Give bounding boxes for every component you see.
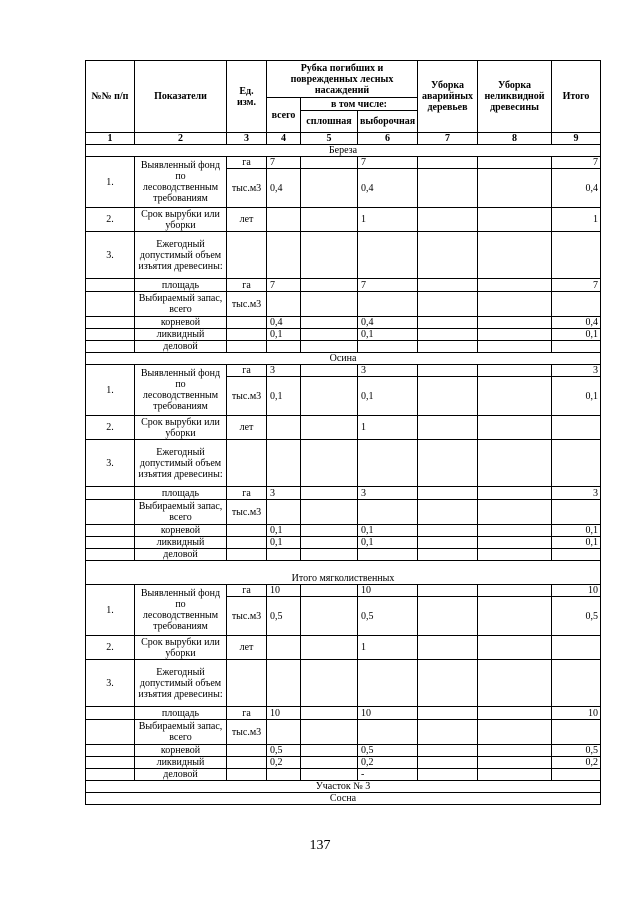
value-cell: 3 xyxy=(358,365,418,377)
value-cell xyxy=(418,341,478,353)
empty-cell xyxy=(86,487,135,500)
found-row-ha xyxy=(86,585,601,597)
empty-cell xyxy=(86,292,135,317)
value-cell xyxy=(478,720,552,745)
value-cell xyxy=(478,487,552,500)
value-cell xyxy=(301,720,358,745)
row-number: 3. xyxy=(86,660,135,707)
value-cell: 0,2 xyxy=(552,757,601,769)
root-row xyxy=(86,317,601,329)
species-header-title: Сосна xyxy=(86,793,601,805)
value-cell xyxy=(478,292,552,317)
unit-cell: тыс.м3 xyxy=(227,169,267,208)
area-label: площадь xyxy=(135,707,227,720)
value-cell: 0,1 xyxy=(552,377,601,416)
section-header xyxy=(86,145,601,157)
value-cell: 3 xyxy=(552,487,601,500)
value-cell xyxy=(418,585,478,597)
value-cell: 0,4 xyxy=(552,317,601,329)
value-cell: 0,5 xyxy=(552,597,601,636)
value-cell: - xyxy=(358,769,418,781)
empty-cell xyxy=(478,232,552,279)
empty-cell xyxy=(86,745,135,757)
value-cell xyxy=(301,377,358,416)
empty-cell xyxy=(86,500,135,525)
empty-cell xyxy=(358,232,418,279)
empty-cell xyxy=(86,769,135,781)
value-cell: 3 xyxy=(358,487,418,500)
annual-row xyxy=(86,660,601,707)
empty-cell xyxy=(86,720,135,745)
unit-cell xyxy=(227,757,267,769)
value-cell xyxy=(358,549,418,561)
value-cell xyxy=(301,317,358,329)
empty-cell xyxy=(418,440,478,487)
value-cell xyxy=(301,537,358,549)
value-cell: 0,5 xyxy=(358,745,418,757)
value-cell xyxy=(267,549,301,561)
header-number: №№ п/п xyxy=(86,61,135,133)
value-cell xyxy=(418,329,478,341)
value-cell xyxy=(478,525,552,537)
value-cell xyxy=(478,757,552,769)
root-label: корневой xyxy=(135,745,227,757)
value-cell: 7 xyxy=(552,279,601,292)
value-cell xyxy=(552,292,601,317)
liquid-row xyxy=(86,757,601,769)
value-cell xyxy=(267,720,301,745)
value-cell: 0,4 xyxy=(552,169,601,208)
value-cell xyxy=(301,208,358,232)
value-cell: 0,5 xyxy=(552,745,601,757)
empty-cell xyxy=(301,232,358,279)
value-cell: 7 xyxy=(358,279,418,292)
column-number: 4 xyxy=(267,133,301,145)
empty-cell xyxy=(552,440,601,487)
header-emergency-trees: Уборка аварийных деревьев xyxy=(418,61,478,133)
value-cell xyxy=(301,636,358,660)
value-cell: 1 xyxy=(358,636,418,660)
value-cell xyxy=(418,707,478,720)
header-selective: выборочная xyxy=(358,111,418,133)
value-cell: 0,1 xyxy=(358,329,418,341)
value-cell: 0,1 xyxy=(267,525,301,537)
liquid-label: ликвидный xyxy=(135,757,227,769)
empty-cell xyxy=(86,279,135,292)
annual-label: Ежегодный допустимый объем изъятия древесины: xyxy=(135,232,227,279)
value-cell xyxy=(418,636,478,660)
unit-cell xyxy=(227,745,267,757)
value-cell: 7 xyxy=(267,279,301,292)
value-cell xyxy=(418,597,478,636)
value-cell xyxy=(301,365,358,377)
value-cell xyxy=(478,416,552,440)
value-cell xyxy=(418,169,478,208)
area-row xyxy=(86,279,601,292)
value-cell: 1 xyxy=(358,208,418,232)
unit-cell: га xyxy=(227,365,267,377)
value-cell xyxy=(301,500,358,525)
root-row xyxy=(86,745,601,757)
value-cell xyxy=(267,292,301,317)
value-cell: 0,4 xyxy=(358,169,418,208)
value-cell xyxy=(418,377,478,416)
area-label: площадь xyxy=(135,487,227,500)
stock-label: Выбираемый запас, всего xyxy=(135,292,227,317)
empty-cell xyxy=(86,317,135,329)
value-cell xyxy=(478,341,552,353)
unit-cell xyxy=(227,549,267,561)
value-cell xyxy=(301,341,358,353)
value-cell xyxy=(478,597,552,636)
value-cell: 1 xyxy=(552,208,601,232)
column-number: 7 xyxy=(418,133,478,145)
value-cell xyxy=(478,317,552,329)
liquid-row xyxy=(86,329,601,341)
term-row xyxy=(86,416,601,440)
liquid-label: ликвидный xyxy=(135,537,227,549)
empty-cell xyxy=(86,329,135,341)
value-cell xyxy=(418,292,478,317)
value-cell: 0,1 xyxy=(358,537,418,549)
empty-cell xyxy=(227,660,267,707)
empty-cell xyxy=(358,440,418,487)
row-number: 1. xyxy=(86,585,135,636)
value-cell: 10 xyxy=(267,707,301,720)
empty-cell xyxy=(478,660,552,707)
value-cell: 0,1 xyxy=(267,377,301,416)
header-felling-group: Рубка погибших и поврежденных лесных насаждений xyxy=(267,61,418,98)
unit-cell: лет xyxy=(227,208,267,232)
area-row xyxy=(86,707,601,720)
value-cell xyxy=(418,487,478,500)
value-cell: 10 xyxy=(267,585,301,597)
found-label: Выявленный фонд по лесоводственным требованиям xyxy=(135,365,227,416)
column-number: 2 xyxy=(135,133,227,145)
value-cell xyxy=(418,317,478,329)
unit-cell xyxy=(227,329,267,341)
value-cell: 0,2 xyxy=(358,757,418,769)
value-cell xyxy=(418,745,478,757)
empty-cell xyxy=(552,660,601,707)
value-cell xyxy=(358,292,418,317)
value-cell: 7 xyxy=(358,157,418,169)
empty-cell xyxy=(418,660,478,707)
empty-cell xyxy=(227,440,267,487)
value-cell: 0,4 xyxy=(267,169,301,208)
unit-cell: лет xyxy=(227,416,267,440)
stock-row xyxy=(86,720,601,745)
value-cell xyxy=(301,757,358,769)
liquid-row xyxy=(86,537,601,549)
business-label: деловой xyxy=(135,549,227,561)
value-cell xyxy=(418,208,478,232)
empty-cell xyxy=(267,440,301,487)
value-cell xyxy=(301,157,358,169)
page-number: 137 xyxy=(309,838,331,853)
header-solid: сплошная xyxy=(301,111,358,133)
business-row xyxy=(86,549,601,561)
value-cell: 1 xyxy=(358,416,418,440)
term-row xyxy=(86,636,601,660)
annual-label: Ежегодный допустимый объем изъятия древесины: xyxy=(135,660,227,707)
term-label: Срок вырубки или уборки xyxy=(135,416,227,440)
value-cell xyxy=(301,745,358,757)
header-indicators: Показатели xyxy=(135,61,227,133)
column-number: 5 xyxy=(301,133,358,145)
value-cell xyxy=(418,537,478,549)
value-cell xyxy=(478,745,552,757)
empty-cell xyxy=(227,232,267,279)
area-row xyxy=(86,487,601,500)
unit-cell: га xyxy=(227,585,267,597)
unit-cell: га xyxy=(227,279,267,292)
unit-cell xyxy=(227,525,267,537)
value-cell xyxy=(301,329,358,341)
value-cell xyxy=(301,292,358,317)
stock-row xyxy=(86,292,601,317)
annual-label: Ежегодный допустимый объем изъятия древесины: xyxy=(135,440,227,487)
value-cell xyxy=(301,525,358,537)
empty-cell xyxy=(86,525,135,537)
empty-cell xyxy=(552,232,601,279)
value-cell xyxy=(552,769,601,781)
unit-cell: тыс.м3 xyxy=(227,292,267,317)
value-cell: 0,1 xyxy=(267,537,301,549)
empty-cell xyxy=(86,341,135,353)
stock-row xyxy=(86,500,601,525)
column-number: 6 xyxy=(358,133,418,145)
empty-cell xyxy=(267,660,301,707)
found-label: Выявленный фонд по лесоводственным требованиям xyxy=(135,157,227,208)
unit-cell: лет xyxy=(227,636,267,660)
value-cell: 7 xyxy=(267,157,301,169)
found-label: Выявленный фонд по лесоводственным требованиям xyxy=(135,585,227,636)
empty-cell xyxy=(86,707,135,720)
value-cell xyxy=(478,636,552,660)
term-label: Срок вырубки или уборки xyxy=(135,636,227,660)
value-cell xyxy=(418,365,478,377)
empty-cell xyxy=(358,660,418,707)
value-cell: 0,5 xyxy=(267,745,301,757)
value-cell xyxy=(552,416,601,440)
header-felling-total: всего xyxy=(267,98,301,133)
value-cell xyxy=(301,416,358,440)
value-cell xyxy=(267,636,301,660)
value-cell xyxy=(552,549,601,561)
root-label: корневой xyxy=(135,317,227,329)
value-cell: 0,4 xyxy=(358,317,418,329)
value-cell xyxy=(267,416,301,440)
value-cell xyxy=(358,341,418,353)
value-cell xyxy=(301,549,358,561)
column-numbers-row xyxy=(86,133,601,145)
value-cell xyxy=(267,769,301,781)
value-cell: 0,5 xyxy=(267,597,301,636)
value-cell: 3 xyxy=(267,487,301,500)
value-cell: 0,1 xyxy=(552,329,601,341)
empty-cell xyxy=(301,440,358,487)
row-number: 2. xyxy=(86,636,135,660)
unit-cell xyxy=(227,317,267,329)
value-cell xyxy=(301,169,358,208)
value-cell xyxy=(552,720,601,745)
empty-cell xyxy=(86,757,135,769)
area-label: площадь xyxy=(135,279,227,292)
value-cell xyxy=(418,279,478,292)
value-cell xyxy=(301,279,358,292)
value-cell xyxy=(301,585,358,597)
value-cell: 0,1 xyxy=(267,329,301,341)
value-cell: 0,1 xyxy=(552,537,601,549)
value-cell xyxy=(478,500,552,525)
business-row xyxy=(86,769,601,781)
value-cell xyxy=(478,365,552,377)
value-cell xyxy=(418,157,478,169)
unit-cell: га xyxy=(227,157,267,169)
stock-label: Выбираемый запас, всего xyxy=(135,720,227,745)
value-cell: 10 xyxy=(552,707,601,720)
value-cell xyxy=(418,769,478,781)
unit-cell xyxy=(227,769,267,781)
value-cell: 0,5 xyxy=(358,597,418,636)
unit-cell xyxy=(227,537,267,549)
value-cell: 0,1 xyxy=(358,525,418,537)
value-cell xyxy=(478,585,552,597)
business-row xyxy=(86,341,601,353)
empty-cell xyxy=(301,660,358,707)
column-number: 1 xyxy=(86,133,135,145)
found-row-ha xyxy=(86,365,601,377)
empty-cell xyxy=(86,537,135,549)
value-cell xyxy=(301,707,358,720)
section-header-title: Береза xyxy=(86,145,601,157)
value-cell xyxy=(267,341,301,353)
root-row xyxy=(86,525,601,537)
section-header xyxy=(86,561,601,585)
value-cell: 0,1 xyxy=(552,525,601,537)
unit-cell: тыс.м3 xyxy=(227,500,267,525)
value-cell xyxy=(478,157,552,169)
value-cell xyxy=(358,720,418,745)
row-number: 1. xyxy=(86,157,135,208)
plot-header xyxy=(86,781,601,793)
value-cell xyxy=(418,549,478,561)
row-number: 3. xyxy=(86,232,135,279)
row-number: 1. xyxy=(86,365,135,416)
value-cell xyxy=(418,757,478,769)
value-cell xyxy=(478,707,552,720)
value-cell: 0,1 xyxy=(358,377,418,416)
value-cell: 3 xyxy=(267,365,301,377)
empty-cell xyxy=(86,549,135,561)
column-number: 8 xyxy=(478,133,552,145)
value-cell xyxy=(418,525,478,537)
liquid-label: ликвидный xyxy=(135,329,227,341)
business-label: деловой xyxy=(135,769,227,781)
value-cell xyxy=(418,720,478,745)
header-illiquid-wood: Уборка неликвидной древесины xyxy=(478,61,552,133)
value-cell xyxy=(478,279,552,292)
header-including: в том числе: xyxy=(301,98,418,111)
forestry-table xyxy=(85,60,601,805)
section-header xyxy=(86,353,601,365)
value-cell: 0,4 xyxy=(267,317,301,329)
business-label: деловой xyxy=(135,341,227,353)
value-cell xyxy=(267,500,301,525)
value-cell xyxy=(418,500,478,525)
value-cell xyxy=(418,416,478,440)
empty-cell xyxy=(478,440,552,487)
value-cell: 3 xyxy=(552,365,601,377)
column-number: 9 xyxy=(552,133,601,145)
value-cell: 0,2 xyxy=(267,757,301,769)
term-row xyxy=(86,208,601,232)
unit-cell: га xyxy=(227,707,267,720)
value-cell xyxy=(478,537,552,549)
value-cell xyxy=(552,500,601,525)
header-unit: Ед. изм. xyxy=(227,61,267,133)
value-cell xyxy=(478,208,552,232)
value-cell: 10 xyxy=(552,585,601,597)
stock-label: Выбираемый запас, всего xyxy=(135,500,227,525)
column-number: 3 xyxy=(227,133,267,145)
root-label: корневой xyxy=(135,525,227,537)
value-cell: 10 xyxy=(358,707,418,720)
value-cell xyxy=(478,169,552,208)
species-header xyxy=(86,793,601,805)
row-number: 3. xyxy=(86,440,135,487)
value-cell xyxy=(478,769,552,781)
unit-cell xyxy=(227,341,267,353)
value-cell: 10 xyxy=(358,585,418,597)
value-cell xyxy=(552,341,601,353)
value-cell: 7 xyxy=(552,157,601,169)
value-cell xyxy=(552,636,601,660)
value-cell xyxy=(478,377,552,416)
unit-cell: тыс.м3 xyxy=(227,720,267,745)
value-cell xyxy=(358,500,418,525)
header-total: Итого xyxy=(552,61,601,133)
empty-cell xyxy=(418,232,478,279)
value-cell xyxy=(301,769,358,781)
row-number: 2. xyxy=(86,208,135,232)
term-label: Срок вырубки или уборки xyxy=(135,208,227,232)
plot-header-title: Участок № 3 xyxy=(86,781,601,793)
found-row-ha xyxy=(86,157,601,169)
empty-cell xyxy=(267,232,301,279)
annual-row xyxy=(86,232,601,279)
section-header-title: Осина xyxy=(86,353,601,365)
unit-cell: га xyxy=(227,487,267,500)
unit-cell: тыс.м3 xyxy=(227,597,267,636)
value-cell xyxy=(478,329,552,341)
section-header-title: Итого мягколиственных xyxy=(86,561,601,585)
value-cell xyxy=(267,208,301,232)
value-cell xyxy=(478,549,552,561)
value-cell xyxy=(301,597,358,636)
row-number: 2. xyxy=(86,416,135,440)
annual-row xyxy=(86,440,601,487)
unit-cell: тыс.м3 xyxy=(227,377,267,416)
value-cell xyxy=(301,487,358,500)
